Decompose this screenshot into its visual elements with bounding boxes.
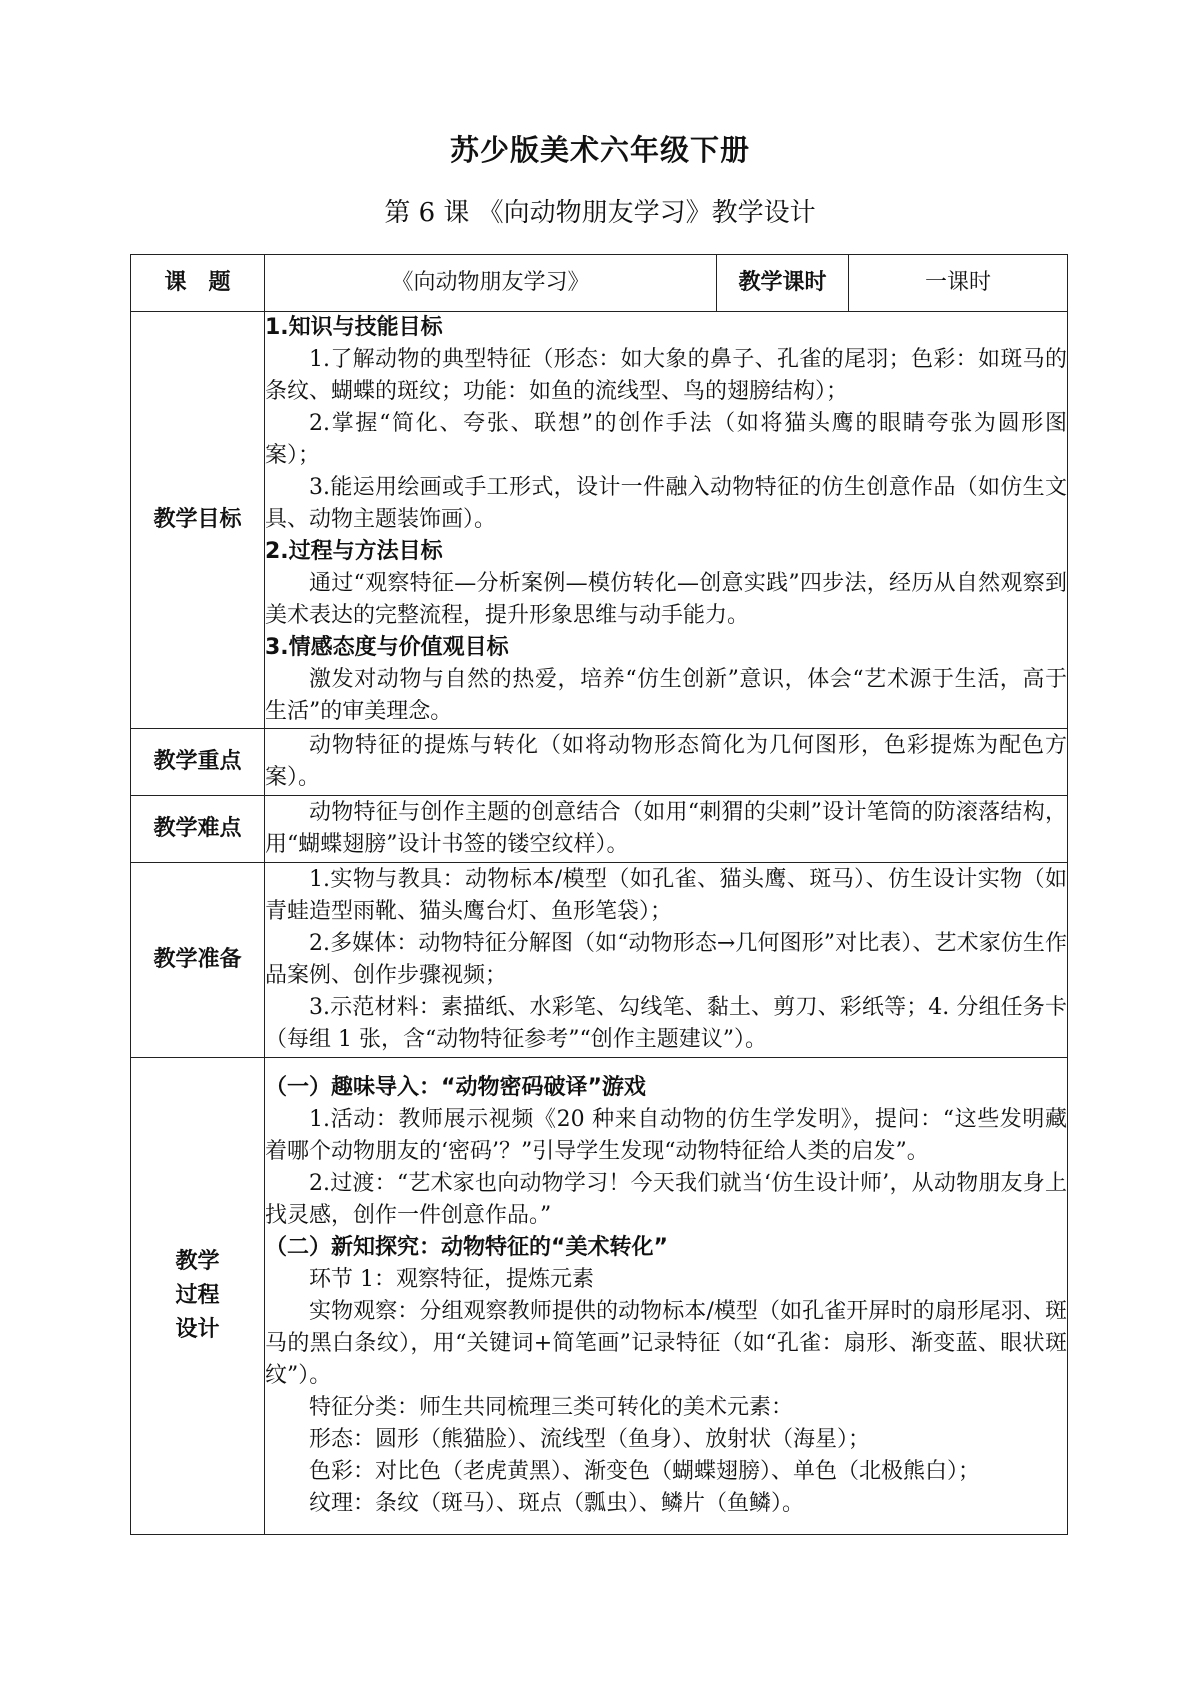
goal-heading-knowledge: 1.知识与技能目标 <box>265 315 443 340</box>
preparation-label: 教学准备 <box>131 863 265 1058</box>
process-item: 纹理：条纹（斑马）、斑点（瓢虫）、鳞片（鱼鳞）。 <box>309 1491 805 1516</box>
process-heading-intro: （一）趣味导入：“动物密码破译”游戏 <box>265 1075 646 1100</box>
row-process <box>131 1058 1068 1535</box>
process-item: 环节 1：观察特征，提炼元素 <box>309 1267 594 1292</box>
goals-label: 教学目标 <box>131 312 265 729</box>
process-item: 特征分类：师生共同梳理三类可转化的美术元素： <box>309 1395 794 1420</box>
process-heading-explore: （二）新知探究：动物特征的“美术转化” <box>265 1235 668 1260</box>
preparation-item: 1.实物与教具：动物标本/模型（如孔雀、猫头鹰、斑马）、仿生设计实物（如青蛙造型雨靴、猫头鹰台灯、鱼形笔袋）； <box>265 867 1067 924</box>
preparation-item: 2.多媒体：动物特征分解图（如“动物形态→几何图形”对比表）、艺术家仿生作品案例、创作步骤视频； <box>265 931 1067 988</box>
goal-item: 激发对动物与自然的热爱，培养“仿生创新”意识，体会“艺术源于生活，高于生活”的审美理念。 <box>265 667 1067 724</box>
row-topic <box>131 255 1068 312</box>
lesson-subtitle: 第 6 课 《向动物朋友学习》教学设计 <box>384 198 816 228</box>
topic-value: 《向动物朋友学习》 <box>265 255 717 312</box>
goal-heading-values: 3.情感态度与价值观目标 <box>265 635 509 660</box>
hours-value: 一课时 <box>849 255 1068 312</box>
goal-item: 3.能运用绘画或手工形式，设计一件融入动物特征的仿生创意作品（如仿生文具、动物主题装饰画）。 <box>265 475 1067 532</box>
row-difficulty <box>131 796 1068 863</box>
process-item: 1.活动：教师展示视频《20 种来自动物的仿生学发明》，提问：“这些发明藏着哪个动物朋友的‘密码’？”引导学生发现“动物特征给人类的启发”。 <box>265 1107 1067 1164</box>
goal-item: 通过“观察特征—分析案例—模仿转化—创意实践”四步法，经历从自然观察到美术表达的完整流程，提升形象思维与动手能力。 <box>265 571 1067 628</box>
row-key-point <box>131 729 1068 796</box>
key-point-label: 教学重点 <box>131 729 265 796</box>
lesson-plan-table <box>130 254 1068 1535</box>
process-item: 色彩：对比色（老虎黄黑）、渐变色（蝴蝶翅膀）、单色（北极熊白）； <box>309 1459 981 1484</box>
preparation-content <box>265 863 1068 1058</box>
process-item: 形态：圆形（熊猫脸）、流线型（鱼身）、放射状（海星）； <box>309 1427 871 1452</box>
goal-item: 2.掌握“简化、夸张、联想”的创作手法（如将猫头鹰的眼睛夸张为圆形图案）； <box>265 411 1067 468</box>
difficulty-label: 教学难点 <box>131 796 265 863</box>
key-point-text: 动物特征的提炼与转化（如将动物形态简化为几何图形，色彩提炼为配色方案）。 <box>265 733 1067 790</box>
preparation-item: 3.示范材料：素描纸、水彩笔、勾线笔、黏土、剪刀、彩纸等；4. 分组任务卡（每组 1 张，含“动物特征参考”“创作主题建议”）。 <box>265 995 1067 1052</box>
row-goals <box>131 312 1068 729</box>
row-preparation <box>131 863 1068 1058</box>
topic-label: 课 题 <box>131 255 265 312</box>
process-item: 实物观察：分组观察教师提供的动物标本/模型（如孔雀开屏时的扇形尾羽、斑马的黑白条纹），用“关键词+简笔画”记录特征（如“孔雀：扇形、渐变蓝、眼状斑纹”）。 <box>265 1299 1067 1388</box>
hours-label: 教学课时 <box>717 255 849 312</box>
process-content <box>265 1058 1068 1535</box>
difficulty-text: 动物特征与创作主题的创意结合（如用“刺猬的尖刺”设计笔筒的防滚落结构，用“蝴蝶翅膀”设计书签的镂空纹样）。 <box>265 800 1067 857</box>
goal-heading-process: 2.过程与方法目标 <box>265 539 443 564</box>
process-item: 2.过渡：“艺术家也向动物学习！今天我们就当‘仿生设计师’，从动物朋友身上找灵感，创作一件创意作品。” <box>265 1171 1067 1228</box>
goal-item: 1.了解动物的典型特征（形态：如大象的鼻子、孔雀的尾羽；色彩：如斑马的条纹、蝴蝶的斑纹；功能：如鱼的流线型、鸟的翅膀结构）； <box>265 347 1067 404</box>
process-label: 教学 过程 设计 <box>131 1058 265 1535</box>
page-title: 苏少版美术六年级下册 <box>449 133 750 167</box>
goals-content <box>265 312 1068 729</box>
